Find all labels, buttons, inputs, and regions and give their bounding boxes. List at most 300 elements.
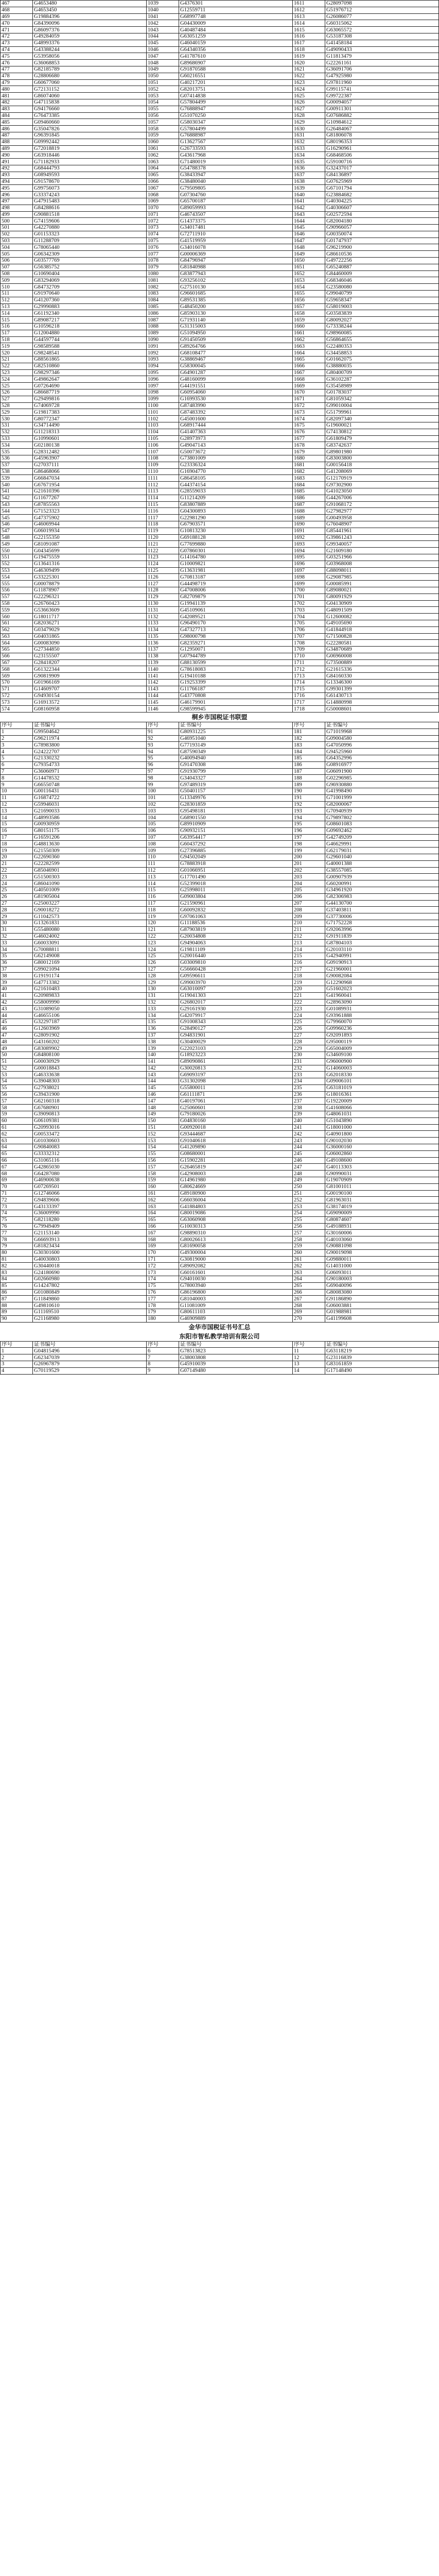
- seq-cell: 1670: [293, 389, 325, 396]
- seq-cell: 116: [147, 893, 179, 900]
- cert-cell: G01988981: [325, 1309, 439, 1315]
- seq-cell: 210: [293, 920, 325, 926]
- cert-cell: G32297187: [33, 1019, 147, 1025]
- cert-cell: G90881518: [33, 211, 147, 218]
- seq-cell: 257: [293, 1230, 325, 1236]
- table-row: [1, 1269, 439, 1276]
- cert-cell: G41998490: [325, 788, 439, 795]
- cert-cell: G01747937: [325, 238, 439, 244]
- seq-cell: 39: [1, 979, 33, 986]
- table-row: [1, 99, 439, 106]
- seq-cell: 35: [1, 953, 33, 959]
- seq-cell: 110: [147, 854, 179, 861]
- seq-cell: 1094: [147, 363, 179, 369]
- table-row: [1, 999, 439, 1006]
- seq-cell: 105: [147, 821, 179, 828]
- seq-cell: 1135: [147, 633, 179, 640]
- seq-cell: 86: [1, 1289, 33, 1296]
- cert-cell: G42089521: [179, 614, 293, 620]
- cert-cell: G20016440: [179, 953, 293, 959]
- seq-cell: 37: [1, 966, 33, 973]
- cert-cell: G04130909: [325, 600, 439, 607]
- seq-cell: 1694: [293, 548, 325, 554]
- cert-cell: G21610483: [33, 986, 147, 992]
- cert-cell: G21590961: [179, 900, 293, 907]
- seq-cell: 1692: [293, 534, 325, 541]
- seq-cell: 543: [1, 501, 33, 508]
- seq-cell: 1070: [147, 205, 179, 211]
- seq-cell: 33: [1, 940, 33, 946]
- seq-cell: 108: [147, 841, 179, 848]
- cert-cell: G54788378: [179, 165, 293, 172]
- cert-cell: G19884396: [33, 13, 147, 20]
- cert-cell: G65700187: [179, 198, 293, 205]
- cert-cell: G13349976: [179, 794, 293, 801]
- seq-cell: 1095: [147, 369, 179, 376]
- seq-cell: 226: [293, 1025, 325, 1032]
- cert-cell: G34458853: [325, 350, 439, 357]
- cert-cell: G44374154: [179, 482, 293, 488]
- cert-cell: G60033091: [33, 940, 147, 946]
- seq-cell: 1067: [147, 185, 179, 192]
- seq-cell: 132: [147, 999, 179, 1006]
- cert-cell: G07625969: [325, 178, 439, 185]
- table-row: [1, 159, 439, 165]
- header-seq: 序号: [1, 722, 33, 729]
- cert-cell: G21330232: [33, 755, 147, 762]
- table-row: [1, 699, 439, 706]
- seq-cell: 488: [1, 139, 33, 145]
- seq-cell: 57: [1, 1098, 33, 1105]
- cert-cell: G53663609: [33, 607, 147, 614]
- cert-cell: G84390096: [33, 20, 147, 27]
- table-row: [1, 468, 439, 475]
- cert-cell: G48450200: [179, 303, 293, 310]
- cert-cell: G86687719: [33, 389, 147, 396]
- seq-cell: 526: [1, 389, 33, 396]
- seq-cell: 135: [147, 1019, 179, 1025]
- seq-cell: 28: [1, 907, 33, 913]
- table-row: [1, 284, 439, 291]
- cert-cell: G85046901: [33, 867, 147, 874]
- cert-cell: G89087217: [33, 317, 147, 324]
- cert-cell: G38433947: [179, 172, 293, 178]
- seq-cell: 467: [1, 1, 33, 7]
- cert-cell: G31302098: [179, 1078, 293, 1085]
- table-row: [1, 324, 439, 330]
- seq-cell: 185: [293, 755, 325, 762]
- seq-cell: 42: [1, 999, 33, 1006]
- cert-cell: G21153140: [33, 1230, 147, 1236]
- table-row: [1, 488, 439, 495]
- seq-cell: 133: [147, 1006, 179, 1012]
- seq-cell: 2: [1, 1354, 33, 1361]
- seq-cell: 134: [147, 1012, 179, 1019]
- cert-cell: G04830160: [179, 1117, 293, 1124]
- seq-cell: 1636: [293, 165, 325, 172]
- seq-cell: 168: [147, 1236, 179, 1243]
- cert-cell: G02660980: [33, 1276, 147, 1283]
- seq-cell: 146: [147, 1091, 179, 1098]
- table-row: [1, 211, 439, 218]
- cert-cell: G52399018: [179, 880, 293, 887]
- cert-cell: G09596611: [179, 973, 293, 979]
- cert-cell: G10009821: [179, 561, 293, 567]
- seq-cell: 1074: [147, 231, 179, 238]
- table-row: [1, 126, 439, 132]
- seq-cell: 1713: [293, 673, 325, 680]
- cert-cell: G00018843: [33, 1065, 147, 1072]
- table-row: [1, 297, 439, 303]
- cert-cell: G29087985: [325, 574, 439, 581]
- cert-cell: G96490170: [179, 620, 293, 626]
- seq-cell: 176: [147, 1289, 179, 1296]
- seq-cell: 483: [1, 106, 33, 112]
- seq-cell: 221: [293, 992, 325, 999]
- seq-cell: 9: [1, 782, 33, 788]
- table-row: [1, 920, 439, 926]
- seq-cell: 62: [1, 1131, 33, 1138]
- table-row: [1, 402, 439, 409]
- seq-cell: 568: [1, 666, 33, 673]
- table-section-3: [0, 1341, 439, 1375]
- seq-cell: 561: [1, 620, 33, 626]
- cert-cell: G61809479: [325, 435, 439, 442]
- table-row: [1, 291, 439, 297]
- cert-cell: G94930154: [33, 692, 147, 699]
- table-row: [1, 1032, 439, 1039]
- cert-cell: G86074060: [33, 93, 147, 99]
- seq-cell: 520: [1, 350, 33, 357]
- cert-cell: G41458184: [325, 40, 439, 46]
- table-row: [1, 1072, 439, 1078]
- cert-cell: G11813479: [325, 53, 439, 60]
- seq-cell: 245: [293, 1150, 325, 1157]
- table-row: [1, 172, 439, 178]
- cert-cell: G09190913: [325, 959, 439, 966]
- cert-cell: G04031865: [33, 633, 147, 640]
- table-row: [1, 788, 439, 795]
- cert-cell: G11288709: [33, 238, 147, 244]
- seq-cell: 117: [147, 900, 179, 907]
- seq-cell: 501: [1, 225, 33, 231]
- cert-cell: G00911301: [325, 106, 439, 112]
- table-row: [1, 13, 439, 20]
- seq-cell: 500: [1, 218, 33, 225]
- cert-cell: G28490127: [179, 1025, 293, 1032]
- seq-cell: 1054: [147, 99, 179, 106]
- cert-cell: G27344850: [33, 647, 147, 653]
- table-row: [1, 986, 439, 992]
- seq-cell: 1626: [293, 99, 325, 106]
- cert-cell: G33332312: [33, 1150, 147, 1157]
- seq-cell: 1080: [147, 270, 179, 277]
- seq-cell: 1663: [293, 343, 325, 350]
- cert-cell: G61322344: [33, 666, 147, 673]
- cert-cell: G93256102: [179, 277, 293, 284]
- seq-cell: 1099: [147, 396, 179, 402]
- table-row: [1, 1190, 439, 1197]
- table-row: [1, 706, 439, 713]
- seq-cell: 189: [293, 782, 325, 788]
- seq-cell: 1092: [147, 350, 179, 357]
- seq-cell: 1100: [147, 402, 179, 409]
- cert-cell: G73801009: [179, 455, 293, 462]
- cert-cell: G99040799: [325, 291, 439, 297]
- seq-cell: 118: [147, 907, 179, 913]
- table-row: [1, 303, 439, 310]
- cert-cell: G46629991: [325, 841, 439, 848]
- cert-cell: G21609180: [325, 548, 439, 554]
- cert-cell: G56385752: [33, 264, 147, 270]
- table-row: [1, 827, 439, 834]
- cert-cell: G11878907: [33, 587, 147, 594]
- table-row: [1, 515, 439, 521]
- cert-cell: G94010030: [179, 1276, 293, 1283]
- table-row: [1, 614, 439, 620]
- cert-cell: G99504642: [33, 728, 147, 735]
- cert-cell: G00350074: [325, 231, 439, 238]
- cert-cell: G02572594: [325, 211, 439, 218]
- seq-cell: 6: [1, 761, 33, 768]
- seq-cell: 214: [293, 946, 325, 953]
- cert-cell: G59946031: [33, 801, 147, 808]
- cert-cell: G34043327: [179, 775, 293, 782]
- cert-cell: G11042573: [33, 913, 147, 920]
- seq-cell: 12: [293, 1354, 325, 1361]
- cert-cell: G88098011: [325, 567, 439, 574]
- seq-cell: 479: [1, 79, 33, 86]
- cert-cell: G41844918: [325, 626, 439, 633]
- seq-cell: 217: [293, 966, 325, 973]
- seq-cell: 1651: [293, 264, 325, 270]
- seq-cell: 150: [147, 1117, 179, 1124]
- table-row: [1, 225, 439, 231]
- seq-cell: 258: [293, 1236, 325, 1243]
- cert-cell: G71523323: [33, 508, 147, 515]
- cert-cell: G62018330: [325, 1072, 439, 1078]
- cert-cell: G81690058: [179, 1243, 293, 1250]
- cert-cell: G64901287: [179, 369, 293, 376]
- seq-cell: 1624: [293, 86, 325, 93]
- cert-cell: G85441961: [325, 528, 439, 534]
- seq-cell: 541: [1, 488, 33, 495]
- cert-cell: G60954060: [179, 389, 293, 396]
- cert-cell: G50401157: [179, 788, 293, 795]
- cert-cell: G80019086: [179, 1210, 293, 1217]
- cert-cell: G68468506: [325, 152, 439, 159]
- seq-cell: 151: [147, 1124, 179, 1131]
- seq-cell: 138: [147, 1039, 179, 1045]
- seq-cell: 80: [1, 1249, 33, 1256]
- cert-cell: G65004009: [325, 1045, 439, 1052]
- seq-cell: 136: [147, 1025, 179, 1032]
- seq-cell: 74: [1, 1210, 33, 1217]
- seq-cell: 1615: [293, 27, 325, 33]
- seq-cell: 1714: [293, 680, 325, 686]
- cert-cell: G31315003: [179, 324, 293, 330]
- seq-cell: 1665: [293, 357, 325, 363]
- table-row: [1, 205, 439, 211]
- table-row: [1, 1138, 439, 1144]
- seq-cell: 1697: [293, 567, 325, 574]
- cert-cell: G80091929: [325, 594, 439, 600]
- seq-cell: 1644: [293, 218, 325, 225]
- cert-cell: G69090009: [325, 1210, 439, 1217]
- cert-cell: G87483990: [179, 402, 293, 409]
- seq-cell: 112: [147, 867, 179, 874]
- cert-cell: G58019003: [325, 303, 439, 310]
- seq-cell: 218: [293, 973, 325, 979]
- header-cert: 证书编号: [33, 722, 147, 729]
- seq-cell: 173: [147, 1269, 179, 1276]
- cert-cell: G49300004: [179, 1249, 293, 1256]
- seq-cell: 184: [293, 749, 325, 755]
- seq-cell: 122: [147, 933, 179, 940]
- cert-cell: G27037111: [33, 462, 147, 468]
- table-row: [1, 854, 439, 861]
- cert-cell: G34961920: [325, 887, 439, 893]
- seq-cell: 528: [1, 402, 33, 409]
- seq-cell: 475: [1, 53, 33, 60]
- table-row: [1, 1289, 439, 1296]
- seq-cell: 1071: [147, 211, 179, 218]
- seq-cell: 558: [1, 600, 33, 607]
- cert-cell: G29601040: [325, 854, 439, 861]
- cert-cell: G89801980: [325, 449, 439, 455]
- cert-cell: G83089902: [33, 1045, 147, 1052]
- seq-cell: 480: [1, 86, 33, 93]
- cert-cell: G91186890: [325, 1296, 439, 1302]
- seq-cell: 1042: [147, 20, 179, 27]
- cert-cell: G28091902: [33, 1032, 147, 1039]
- seq-cell: 88: [1, 1302, 33, 1309]
- table-row: [1, 686, 439, 692]
- seq-cell: 1128: [147, 587, 179, 594]
- cert-cell: G71182933: [33, 159, 147, 165]
- seq-cell: 1686: [293, 495, 325, 501]
- cert-cell: G41207360: [33, 297, 147, 303]
- table-row: [1, 666, 439, 673]
- table-row: [1, 1111, 439, 1118]
- seq-cell: 1045: [147, 40, 179, 46]
- table-row: [1, 363, 439, 369]
- seq-cell: 142: [147, 1065, 179, 1072]
- cert-cell: G11188536: [179, 920, 293, 926]
- cert-cell: G66847034: [33, 475, 147, 482]
- table-row: [1, 1367, 439, 1374]
- cert-cell: G55480080: [33, 926, 147, 933]
- seq-cell: 516: [1, 324, 33, 330]
- table-row: [1, 548, 439, 554]
- cert-cell: G71001999: [325, 794, 439, 801]
- seq-cell: 1640: [293, 192, 325, 198]
- table-row: [1, 1105, 439, 1111]
- seq-cell: 1678: [293, 442, 325, 449]
- seq-cell: 1107: [147, 449, 179, 455]
- seq-cell: 499: [1, 211, 33, 218]
- table-row: [1, 389, 439, 396]
- seq-cell: 182: [293, 735, 325, 742]
- cert-cell: G90082084: [325, 973, 439, 979]
- seq-cell: 553: [1, 567, 33, 574]
- table-row: [1, 1177, 439, 1184]
- table-row: [1, 534, 439, 541]
- seq-cell: 538: [1, 468, 33, 475]
- seq-cell: 1669: [293, 383, 325, 389]
- seq-cell: 147: [147, 1098, 179, 1105]
- table-row: [1, 357, 439, 363]
- cert-cell: G51043890: [325, 1117, 439, 1124]
- table-row: [1, 152, 439, 159]
- seq-cell: 1679: [293, 449, 325, 455]
- seq-cell: 3: [1, 742, 33, 749]
- seq-cell: 510: [1, 284, 33, 291]
- seq-cell: 1057: [147, 119, 179, 126]
- cert-cell: G48993586: [33, 815, 147, 821]
- table-row: [1, 966, 439, 973]
- cert-cell: G97302900: [325, 482, 439, 488]
- table-row: [1, 1282, 439, 1289]
- cert-cell: G51602023: [325, 986, 439, 992]
- seq-cell: 1123: [147, 554, 179, 561]
- table-row: [1, 251, 439, 258]
- cert-cell: G10690404: [33, 270, 147, 277]
- cert-cell: G91578670: [33, 178, 147, 185]
- cert-cell: G41209890: [179, 1144, 293, 1151]
- cert-cell: G94502049: [179, 854, 293, 861]
- table-row: [1, 1256, 439, 1263]
- table-row: [1, 973, 439, 979]
- table-row: [1, 1296, 439, 1302]
- seq-cell: 1647: [293, 238, 325, 244]
- cert-cell: G91870588: [179, 66, 293, 73]
- seq-cell: 209: [293, 913, 325, 920]
- table-row: [1, 1263, 439, 1269]
- cert-cell: G77193149: [179, 742, 293, 749]
- cert-cell: G47915483: [33, 198, 147, 205]
- seq-cell: 1141: [147, 673, 179, 680]
- cert-cell: G41519959: [179, 238, 293, 244]
- cert-cell: G40217201: [179, 79, 293, 86]
- cert-cell: G80400709: [325, 369, 439, 376]
- seq-cell: 25: [1, 887, 33, 893]
- seq-cell: 532: [1, 429, 33, 435]
- cert-cell: G40304225: [325, 198, 439, 205]
- cert-cell: G36009990: [33, 1210, 147, 1217]
- seq-cell: 1699: [293, 581, 325, 587]
- table-row: [1, 192, 439, 198]
- cert-cell: G89092082: [179, 1263, 293, 1269]
- seq-cell: 1627: [293, 106, 325, 112]
- seq-cell: 7: [1, 768, 33, 775]
- seq-cell: 256: [293, 1223, 325, 1230]
- cert-cell: G03009810: [179, 959, 293, 966]
- seq-cell: 159: [147, 1177, 179, 1184]
- cert-cell: G36091706: [325, 66, 439, 73]
- seq-cell: 249: [293, 1177, 325, 1184]
- table-row: [1, 1223, 439, 1230]
- table-row: [1, 1309, 439, 1315]
- cert-cell: G68444793: [33, 165, 147, 172]
- seq-cell: 514: [1, 310, 33, 317]
- cert-cell: G19253399: [179, 680, 293, 686]
- cert-cell: G60092832: [179, 907, 293, 913]
- seq-cell: 1103: [147, 422, 179, 429]
- seq-cell: 1673: [293, 409, 325, 416]
- cert-cell: G24180690: [33, 1269, 147, 1276]
- seq-cell: 204: [293, 880, 325, 887]
